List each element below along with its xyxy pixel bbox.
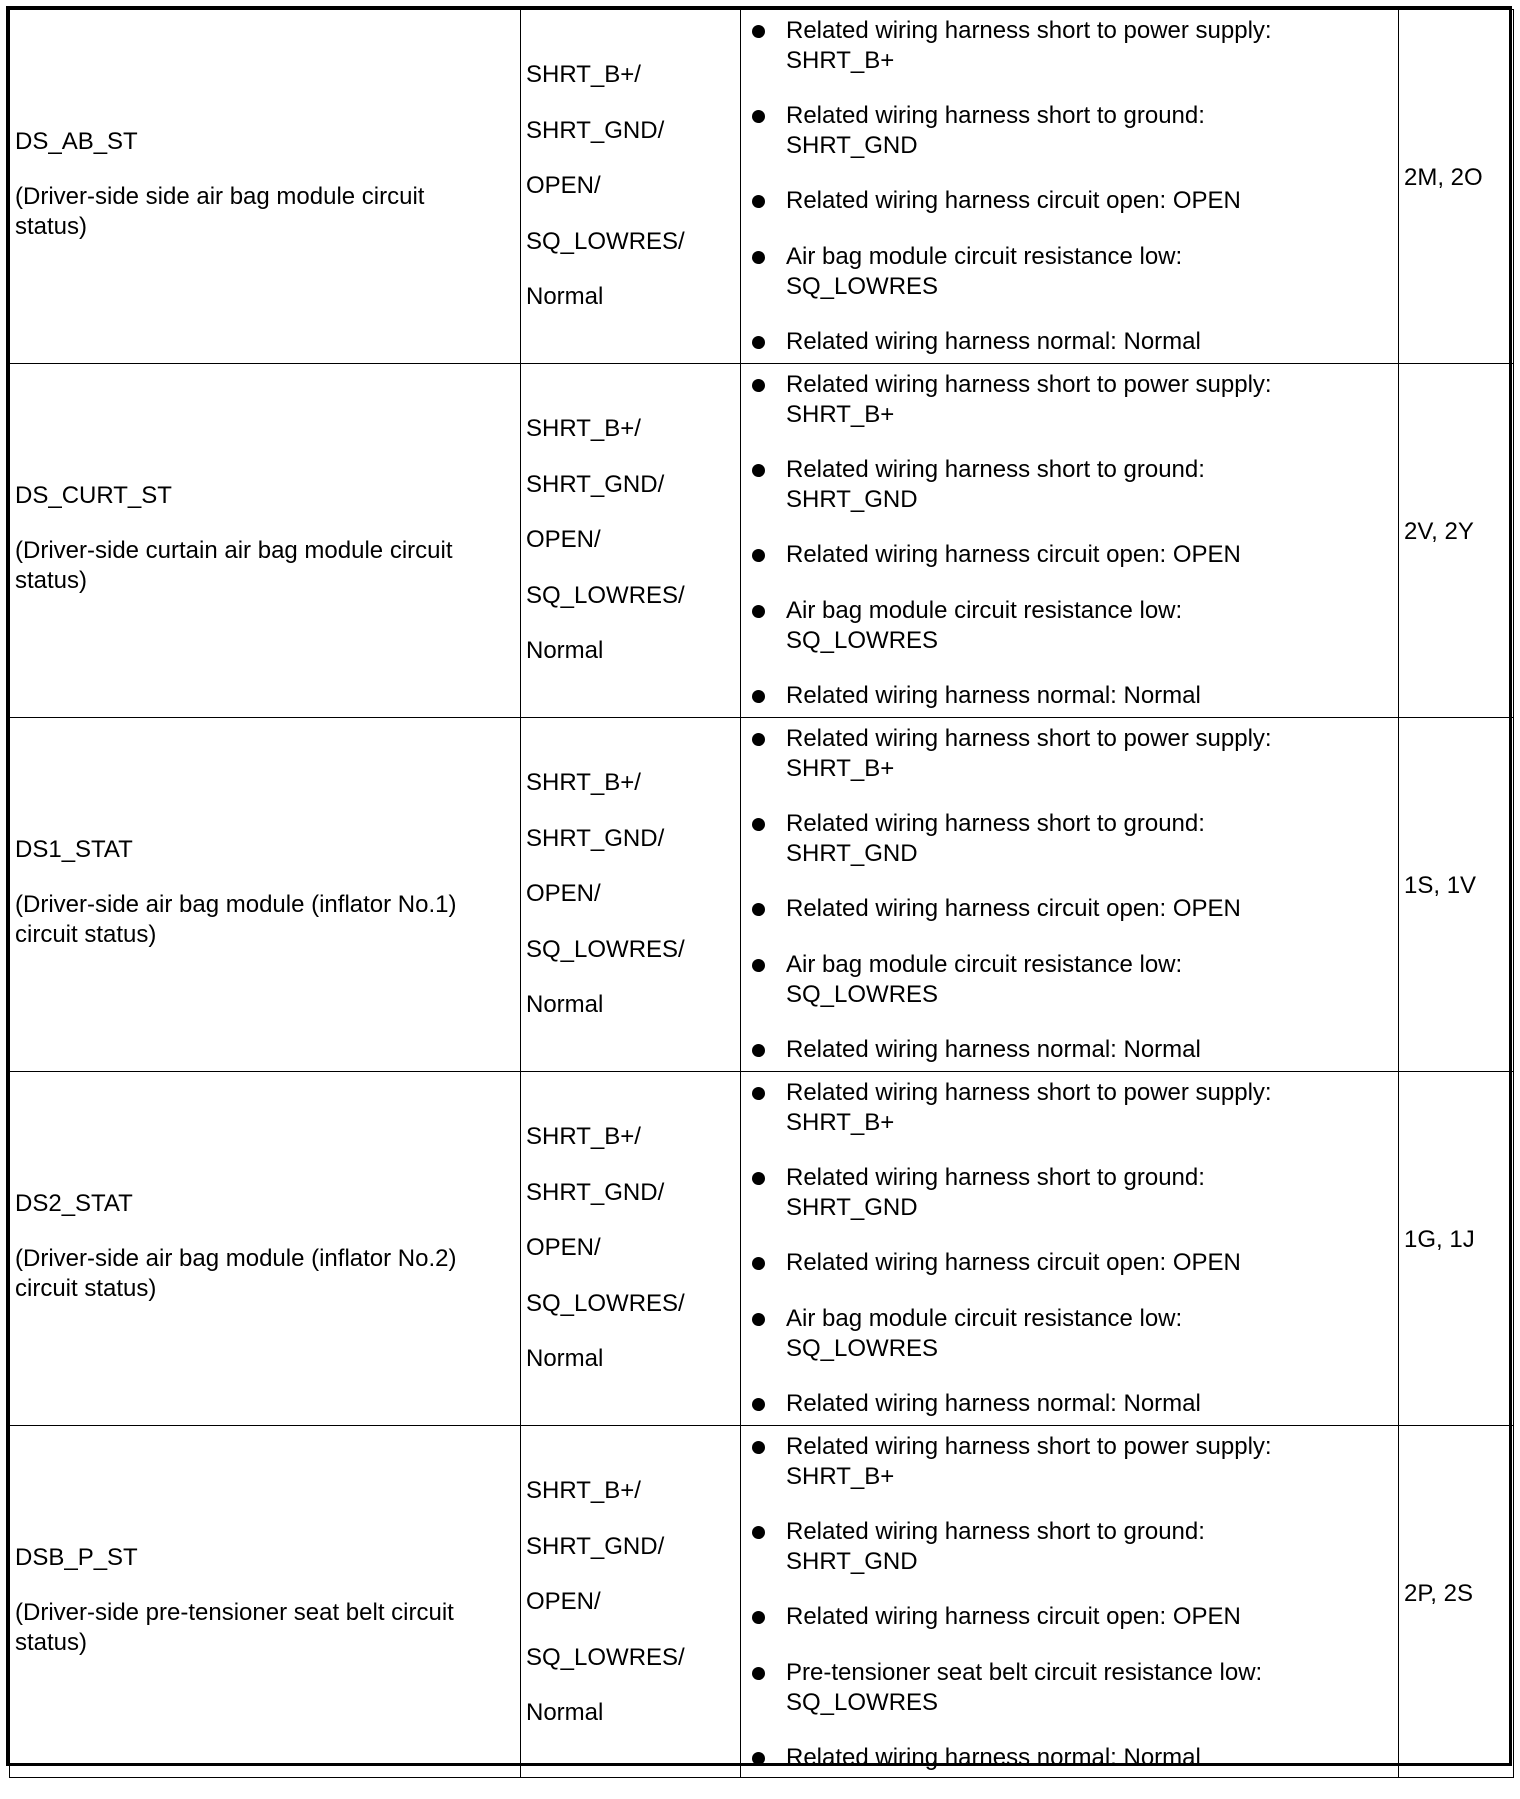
condition-code: SHRT_GND	[786, 1548, 918, 1575]
table-row	[10, 364, 1514, 718]
bullet-icon	[752, 733, 765, 746]
bullet-icon	[752, 1257, 765, 1270]
value-option: OPEN/	[526, 172, 601, 199]
item-name: DS_CURT_ST	[15, 482, 172, 509]
condition-text: Related wiring harness short to power supply:	[786, 725, 1272, 752]
value-option: SQ_LOWRES/	[526, 227, 685, 255]
condition-text: Air bag module circuit resistance low:	[786, 243, 1183, 270]
item-name-cell	[10, 718, 521, 1072]
table-body	[10, 10, 1514, 1778]
bullet-icon	[752, 1398, 765, 1411]
condition-code: SHRT_B+	[786, 47, 895, 74]
conditions-cell	[741, 364, 1399, 718]
value-list	[526, 1122, 685, 1400]
value-option: SHRT_B+/	[526, 769, 641, 796]
item-name: DS1_STAT	[15, 836, 133, 863]
bullet-icon	[752, 251, 765, 264]
bullet-icon	[752, 1526, 765, 1539]
condition-text: Related wiring harness short to ground:	[786, 810, 1205, 837]
bullet-icon	[752, 605, 765, 618]
item-name-cell	[10, 364, 521, 718]
value-option: SQ_LOWRES/	[526, 935, 685, 963]
condition-code: SHRT_B+	[786, 1109, 895, 1136]
bullet-icon	[752, 959, 765, 972]
value-option: SHRT_B+/	[526, 415, 641, 442]
value-option: SQ_LOWRES/	[526, 1289, 685, 1317]
terminal-list: 1S, 1V	[1404, 872, 1477, 899]
item-name: DS_AB_ST	[15, 128, 138, 155]
condition-item	[786, 950, 1386, 1035]
value-option: SHRT_GND/	[526, 1532, 665, 1560]
bullet-icon	[752, 1172, 765, 1185]
condition-item	[786, 540, 1386, 596]
condition-item	[786, 186, 1386, 242]
value-option: SHRT_B+/	[526, 61, 641, 88]
bullet-icon	[752, 1087, 765, 1100]
table-row	[10, 718, 1514, 1072]
condition-list	[786, 16, 1386, 383]
condition-item	[786, 455, 1386, 540]
bullet-icon	[752, 336, 765, 349]
condition-text: Related wiring harness normal: Normal	[786, 1744, 1201, 1771]
condition-item	[786, 101, 1386, 186]
bullet-icon	[752, 1611, 765, 1624]
condition-text: Related wiring harness short to power supply:	[786, 371, 1272, 398]
condition-item	[786, 1163, 1386, 1248]
value-option: SQ_LOWRES/	[526, 1643, 685, 1671]
value-option: SHRT_GND/	[526, 470, 665, 498]
terminals-cell	[1399, 718, 1514, 1072]
value-list	[526, 60, 685, 338]
condition-text: Related wiring harness normal: Normal	[786, 328, 1201, 355]
bullet-icon	[752, 549, 765, 562]
condition-text: Related wiring harness circuit open: OPEN	[786, 187, 1241, 214]
condition-text: Air bag module circuit resistance low:	[786, 951, 1183, 978]
condition-text: Related wiring harness short to power supply:	[786, 17, 1272, 44]
condition-text: Related wiring harness short to ground:	[786, 1518, 1205, 1545]
condition-text: Related wiring harness circuit open: OPEN	[786, 1249, 1241, 1276]
value-option: SHRT_GND/	[526, 824, 665, 852]
condition-code: SQ_LOWRES	[786, 627, 939, 654]
circuit-status-table	[9, 9, 1514, 1778]
bullet-icon	[752, 110, 765, 123]
bullet-icon	[752, 1441, 765, 1454]
condition-item	[786, 1304, 1386, 1389]
condition-code: SHRT_GND	[786, 840, 918, 867]
condition-item	[786, 1602, 1386, 1658]
condition-list	[786, 1078, 1386, 1445]
item-name-cell	[10, 10, 521, 364]
condition-item	[786, 16, 1386, 101]
table-row	[10, 10, 1514, 364]
condition-item	[786, 894, 1386, 950]
terminals-cell	[1399, 10, 1514, 364]
value-option: Normal	[526, 1699, 604, 1726]
conditions-cell	[741, 1426, 1399, 1778]
condition-text: Related wiring harness circuit open: OPEN	[786, 1603, 1241, 1630]
condition-list	[786, 1432, 1386, 1799]
bullet-icon	[752, 1044, 765, 1057]
bullet-icon	[752, 690, 765, 703]
value-list	[526, 768, 685, 1046]
condition-code: SHRT_GND	[786, 132, 918, 159]
bullet-icon	[752, 379, 765, 392]
item-name-cell	[10, 1072, 521, 1426]
terminal-list: 1G, 1J	[1404, 1226, 1475, 1253]
condition-item	[786, 242, 1386, 327]
conditions-cell	[741, 718, 1399, 1072]
value-option: SHRT_GND/	[526, 1178, 665, 1206]
condition-item	[786, 596, 1386, 681]
terminals-cell	[1399, 1072, 1514, 1426]
value-option: OPEN/	[526, 1234, 601, 1261]
conditions-cell	[741, 1072, 1399, 1426]
item-description: (Driver-side air bag module (inflator No.1) circuit status)	[15, 891, 457, 948]
value-option: SQ_LOWRES/	[526, 581, 685, 609]
value-option: SHRT_B+/	[526, 1123, 641, 1150]
bullet-icon	[752, 903, 765, 916]
values-cell	[521, 1426, 741, 1778]
bullet-icon	[752, 195, 765, 208]
item-description: (Driver-side curtain air bag module circuit status)	[15, 537, 453, 594]
condition-item	[786, 1248, 1386, 1304]
item-description: (Driver-side air bag module (inflator No.2) circuit status)	[15, 1245, 457, 1302]
terminal-list: 2V, 2Y	[1404, 518, 1474, 545]
bullet-icon	[752, 464, 765, 477]
condition-text: Related wiring harness circuit open: OPEN	[786, 895, 1241, 922]
item-name: DS2_STAT	[15, 1190, 133, 1217]
item-name-cell	[10, 1426, 521, 1778]
condition-text: Related wiring harness normal: Normal	[786, 1390, 1201, 1417]
condition-item	[786, 724, 1386, 809]
condition-item	[786, 1517, 1386, 1602]
conditions-cell	[741, 10, 1399, 364]
value-option: OPEN/	[526, 526, 601, 553]
condition-item	[786, 809, 1386, 894]
condition-item	[786, 1432, 1386, 1517]
condition-item	[786, 1658, 1386, 1743]
condition-text: Related wiring harness short to power supply:	[786, 1433, 1272, 1460]
value-option: Normal	[526, 637, 604, 664]
condition-text: Related wiring harness short to power supply:	[786, 1079, 1272, 1106]
condition-code: SQ_LOWRES	[786, 273, 939, 300]
values-cell	[521, 364, 741, 718]
condition-list	[786, 724, 1386, 1091]
values-cell	[521, 718, 741, 1072]
condition-text: Air bag module circuit resistance low:	[786, 597, 1183, 624]
item-description: (Driver-side pre-tensioner seat belt circuit status)	[15, 1599, 454, 1656]
condition-code: SHRT_GND	[786, 486, 918, 513]
value-option: Normal	[526, 991, 604, 1018]
condition-item	[786, 1743, 1386, 1799]
value-list	[526, 414, 685, 692]
value-option: OPEN/	[526, 1588, 601, 1615]
circuit-status-table-frame	[6, 6, 1512, 1771]
condition-code: SQ_LOWRES	[786, 1689, 939, 1716]
condition-item	[786, 1078, 1386, 1163]
condition-item	[786, 370, 1386, 455]
value-option: OPEN/	[526, 880, 601, 907]
condition-text: Pre-tensioner seat belt circuit resistance low:	[786, 1659, 1263, 1686]
condition-code: SQ_LOWRES	[786, 1335, 939, 1362]
bullet-icon	[752, 1313, 765, 1326]
value-option: Normal	[526, 283, 604, 310]
terminals-cell	[1399, 1426, 1514, 1778]
condition-code: SHRT_GND	[786, 1194, 918, 1221]
bullet-icon	[752, 818, 765, 831]
condition-text: Related wiring harness normal: Normal	[786, 1036, 1201, 1063]
value-list	[526, 1476, 685, 1754]
condition-code: SQ_LOWRES	[786, 981, 939, 1008]
values-cell	[521, 1072, 741, 1426]
value-option: Normal	[526, 1345, 604, 1372]
value-option: SHRT_GND/	[526, 116, 665, 144]
value-option: SHRT_B+/	[526, 1477, 641, 1504]
condition-code: SHRT_B+	[786, 401, 895, 428]
item-name: DSB_P_ST	[15, 1544, 138, 1571]
table-row	[10, 1072, 1514, 1426]
condition-text: Related wiring harness circuit open: OPEN	[786, 541, 1241, 568]
terminals-cell	[1399, 364, 1514, 718]
condition-code: SHRT_B+	[786, 755, 895, 782]
condition-code: SHRT_B+	[786, 1463, 895, 1490]
condition-text: Related wiring harness normal: Normal	[786, 682, 1201, 709]
condition-text: Air bag module circuit resistance low:	[786, 1305, 1183, 1332]
terminal-list: 2P, 2S	[1404, 1580, 1473, 1607]
terminal-list: 2M, 2O	[1404, 164, 1483, 191]
table-row	[10, 1426, 1514, 1778]
item-description: (Driver-side side air bag module circuit status)	[15, 183, 425, 240]
condition-text: Related wiring harness short to ground:	[786, 102, 1205, 129]
condition-text: Related wiring harness short to ground:	[786, 1164, 1205, 1191]
values-cell	[521, 10, 741, 364]
bullet-icon	[752, 1667, 765, 1680]
condition-text: Related wiring harness short to ground:	[786, 456, 1205, 483]
condition-list	[786, 370, 1386, 737]
bullet-icon	[752, 1752, 765, 1765]
bullet-icon	[752, 25, 765, 38]
